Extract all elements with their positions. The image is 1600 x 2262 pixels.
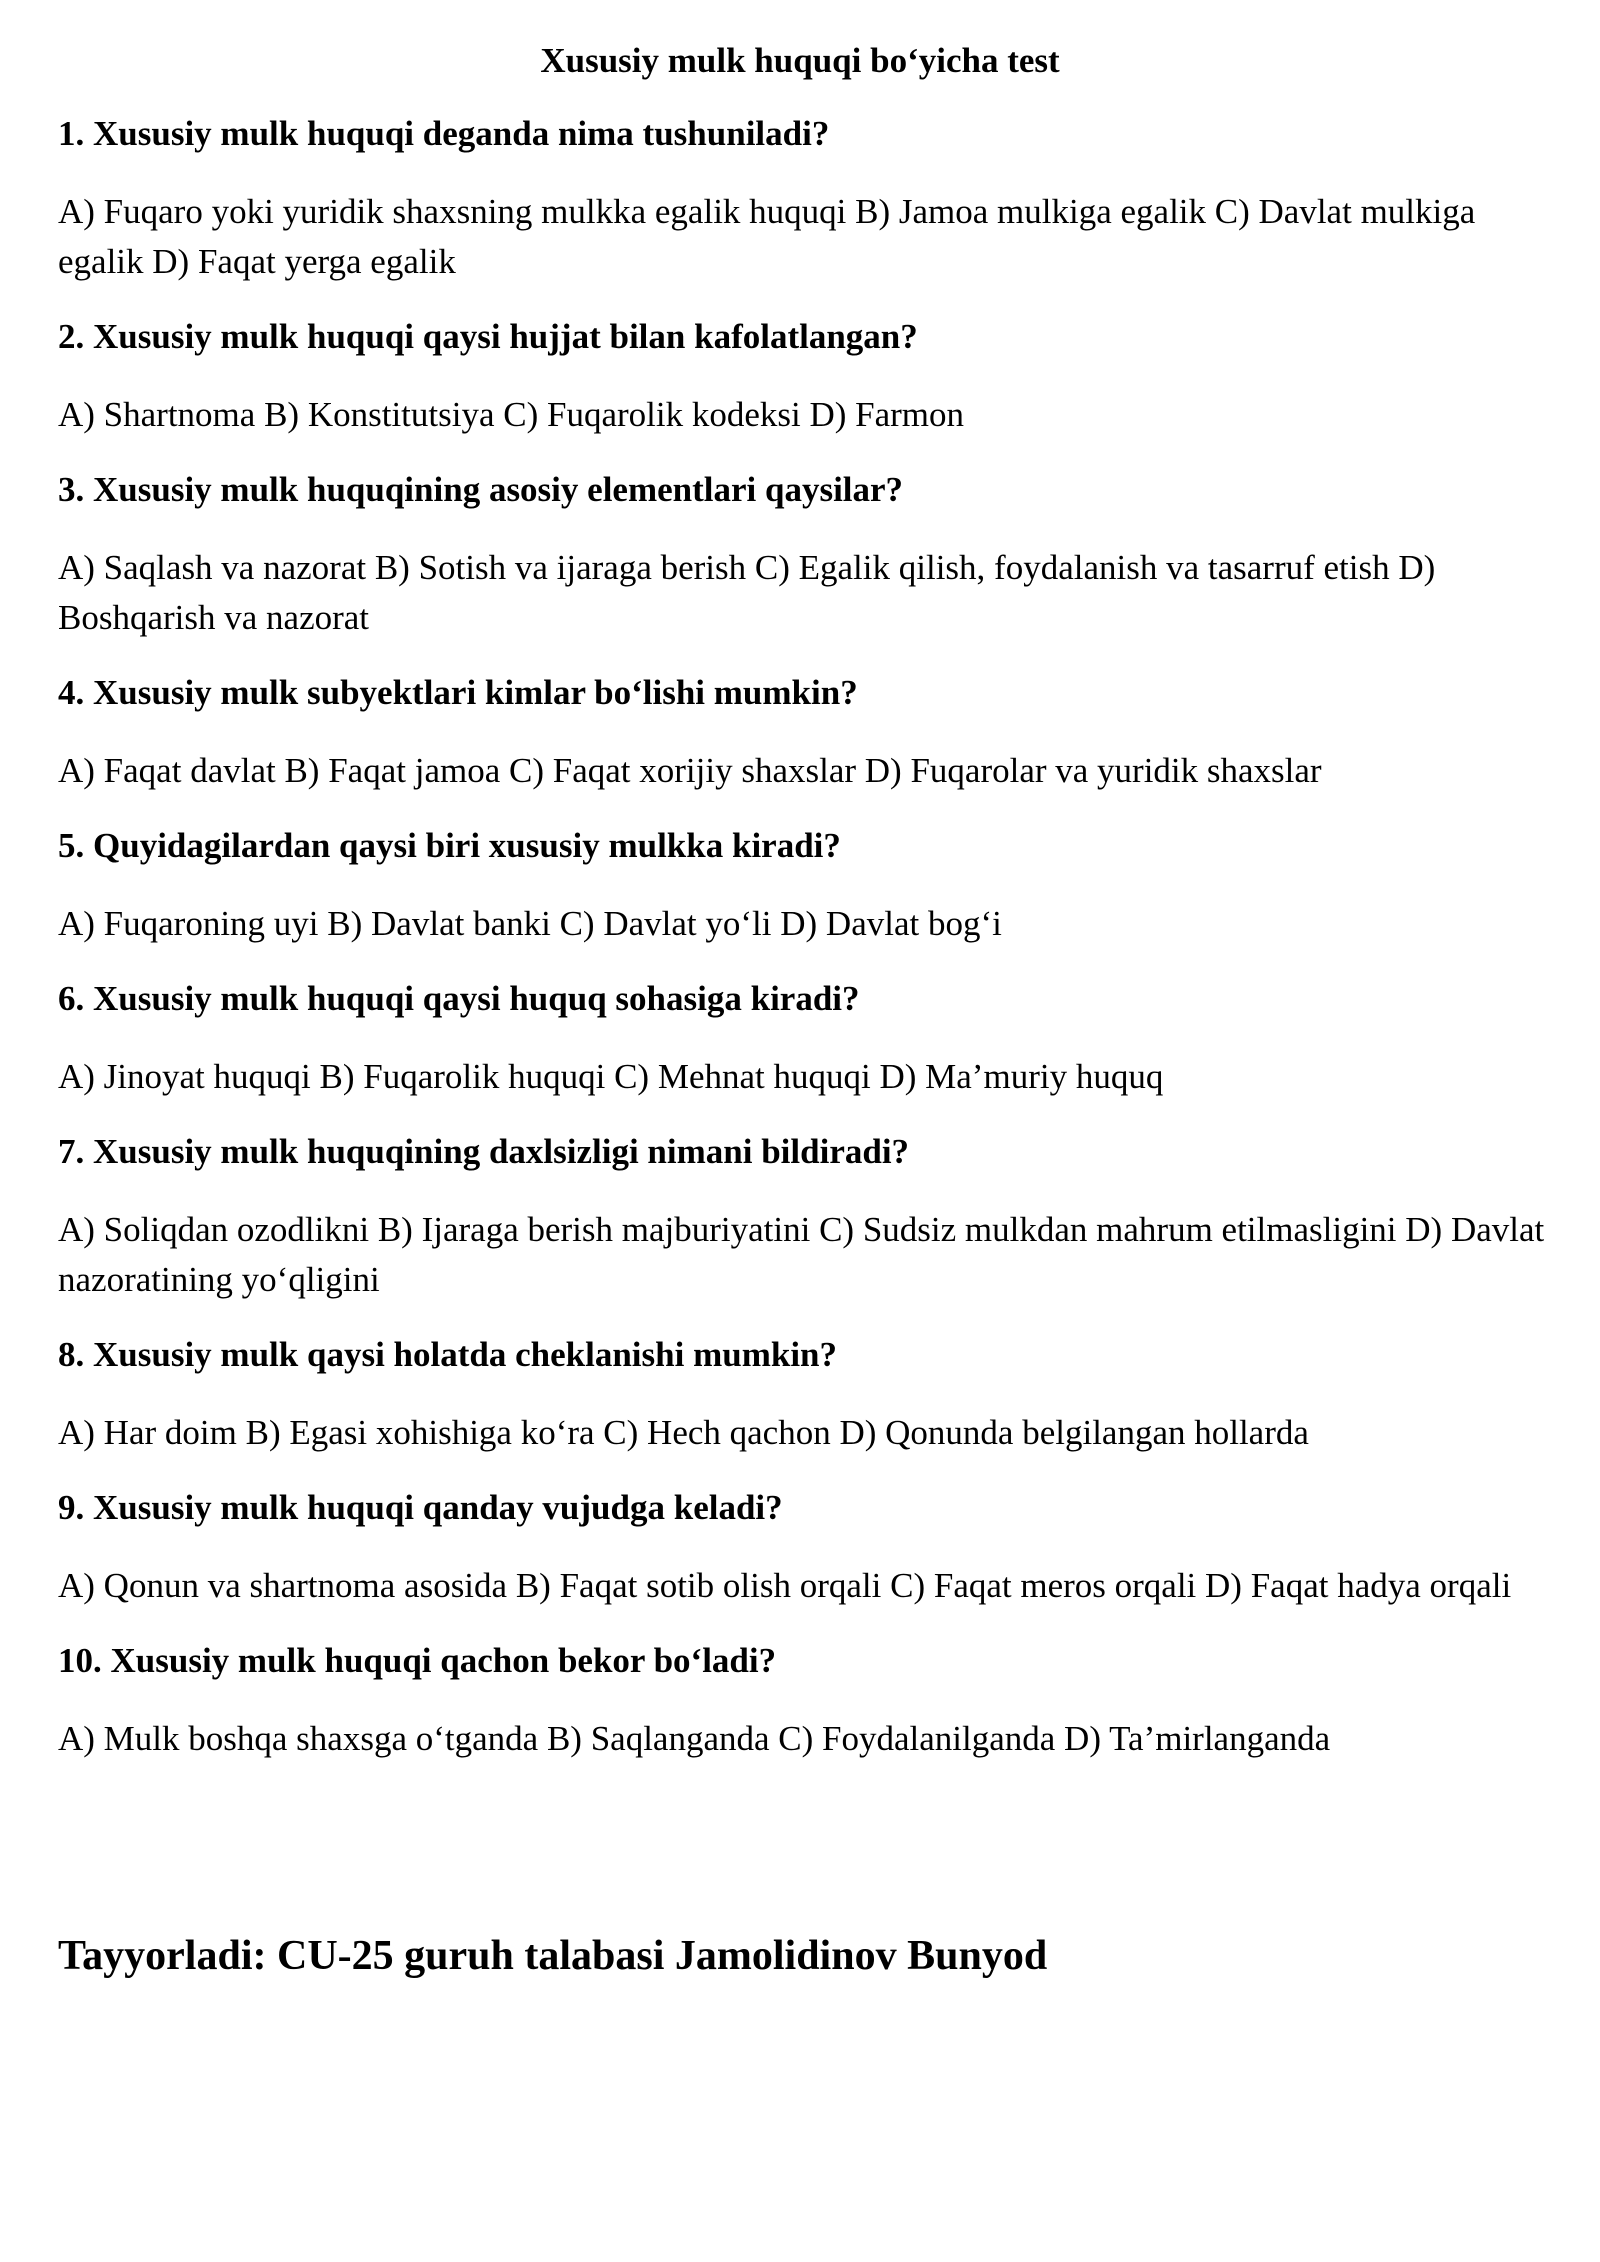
document-title: Xususiy mulk huquqi bo‘yicha test	[540, 41, 1060, 80]
question-item	[58, 111, 1558, 287]
question-text: 1. Xususiy mulk huquqi deganda nima tushuniladi?	[58, 114, 830, 153]
question-item	[58, 314, 1558, 440]
answer-options: A) Fuqaroning uyi B) Davlat banki C) Davlat yo‘li D) Davlat bog‘i	[58, 904, 1002, 943]
question-text: 2. Xususiy mulk huquqi qaysi hujjat bilan kafolatlangan?	[58, 317, 918, 356]
question-text: 7. Xususiy mulk huquqining daxlsizligi nimani bildiradi?	[58, 1132, 910, 1171]
question-item	[58, 1485, 1558, 1611]
question-list	[58, 111, 1558, 1764]
question-text: 4. Xususiy mulk subyektlari kimlar bo‘lishi mumkin?	[58, 673, 858, 712]
answer-options: A) Har doim B) Egasi xohishiga ko‘ra C) Hech qachon D) Qonunda belgilangan hollarda	[58, 1413, 1309, 1452]
question-text: 5. Quyidagilardan qaysi biri xususiy mulkka kiradi?	[58, 826, 841, 865]
question-item	[58, 1129, 1558, 1305]
question-item	[58, 1638, 1558, 1764]
question-text: 10. Xususiy mulk huquqi qachon bekor bo‘ladi?	[58, 1641, 777, 1680]
question-text: 8. Xususiy mulk qaysi holatda cheklanishi mumkin?	[58, 1335, 838, 1374]
question-text: 9. Xususiy mulk huquqi qanday vujudga keladi?	[58, 1488, 783, 1527]
question-item	[58, 670, 1558, 796]
question-item	[58, 1332, 1558, 1458]
answer-options: A) Soliqdan ozodlikni B) Ijaraga berish majburiyatini C) Sudsiz mulkdan mahrum etilmasligini D) Davlat nazoratining yo‘qligini	[58, 1210, 1545, 1299]
answer-options: A) Mulk boshqa shaxsga o‘tganda B) Saqlanganda C) Foydalanilganda D) Ta’mirlanganda	[58, 1719, 1331, 1758]
question-item	[58, 823, 1558, 949]
answer-options: A) Faqat davlat B) Faqat jamoa C) Faqat xorijiy shaxslar D) Fuqarolar va yuridik shaxslar	[58, 751, 1322, 790]
answer-options: A) Jinoyat huquqi B) Fuqarolik huquqi C) Mehnat huquqi D) Ma’muriy huquq	[58, 1057, 1164, 1096]
question-text: 3. Xususiy mulk huquqining asosiy elementlari qaysilar?	[58, 470, 904, 509]
answer-options: A) Fuqaro yoki yuridik shaxsning mulkka egalik huquqi B) Jamoa mulkiga egalik C) Davlat mulkiga egalik D) Faqat yerga egalik	[58, 192, 1476, 281]
answer-options: A) Qonun va shartnoma asosida B) Faqat sotib olish orqali C) Faqat meros orqali D) Faqat hadya orqali	[58, 1566, 1512, 1605]
question-text: 6. Xususiy mulk huquqi qaysi huquq sohasiga kiradi?	[58, 979, 860, 1018]
answer-options: A) Saqlash va nazorat B) Sotish va ijaraga berish C) Egalik qilish, foydalanish va tasarruf etish D) Boshqarish va nazorat	[58, 548, 1436, 637]
question-item	[58, 467, 1558, 643]
document-page	[58, 0, 1558, 1979]
answer-options: A) Shartnoma B) Konstitutsiya C) Fuqarolik kodeksi D) Farmon	[58, 395, 965, 434]
question-item	[58, 976, 1558, 1102]
author-signature: Tayyorladi: CU-25 guruh talabasi Jamolidinov Bunyod	[58, 1933, 1048, 1979]
